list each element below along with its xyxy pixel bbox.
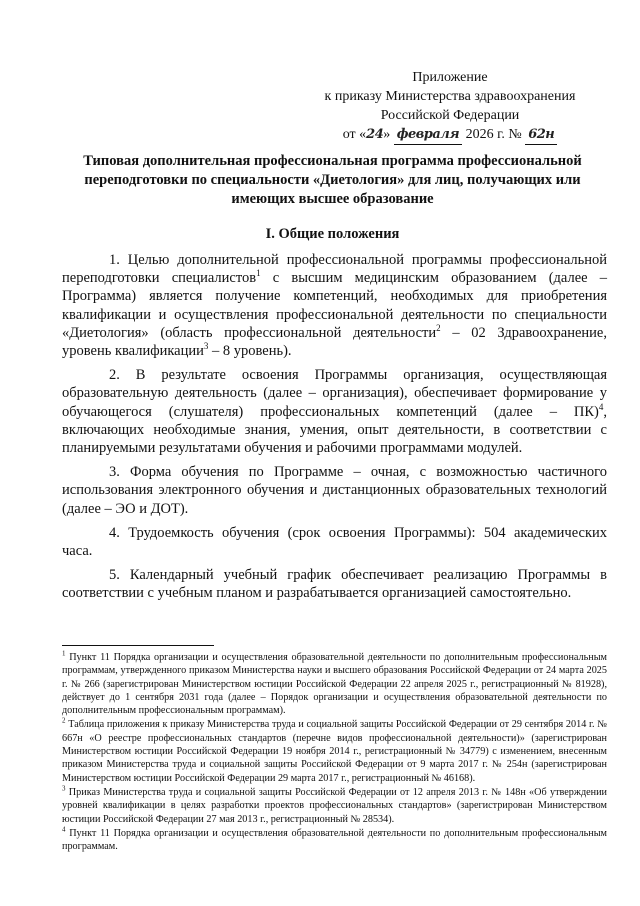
- order-number-handwritten: 62н: [525, 125, 557, 145]
- footnote-1-text: Пункт 11 Порядка организации и осуществления образовательной деятельности по дополнительным профессиональным программам, утвержденного приказом Министерства науки и высшего образования Российской Федерации от 24 марта 2025 г. № 266 (зарегистрирован Министерством юстиции Российской Федерации 22 апреля 2025 г., регистрационный № 81928), действует до 1 сентября 2031 года (далее – Порядок организации и осуществления образовательной деятельности по дополнительным профессиональным программам).: [62, 652, 607, 717]
- footnote-mark-4: 4: [62, 825, 66, 834]
- paragraph-2-text-a: 2. В результате освоения Программы организация, осуществляющая образовательную деятельность (далее – организация), обеспечивает формирование у обучающегося (слушателя) профессиональных компетенций (далее – ПК): [62, 367, 607, 420]
- section-heading: I. Общие положения: [265, 226, 400, 242]
- order-reference: к приказу Министерства здравоохранения: [324, 89, 576, 104]
- footnote-mark-2: 2: [62, 717, 66, 726]
- date-month-handwritten: февраля: [394, 125, 462, 145]
- date-prefix: от «: [342, 127, 367, 142]
- date-year: 2026 г. №: [462, 127, 526, 142]
- footnote-mark-1: 1: [62, 649, 66, 658]
- footnote-2: [62, 718, 607, 784]
- paragraph-1: [62, 251, 607, 360]
- footnotes: [62, 651, 607, 854]
- footnote-4-text: Пункт 11 Порядка организации и осуществления образовательной деятельности по дополнительным профессиональным программам.: [62, 827, 607, 853]
- date-day-handwritten: 24: [366, 127, 384, 142]
- appendix-label: Приложение: [412, 70, 488, 85]
- footnote-ref-1: 1: [256, 268, 261, 279]
- paragraph-1-text-c: – 02 Здравоохранение, уровень квалификации: [62, 324, 607, 360]
- document-body: [62, 251, 607, 609]
- footnote-ref-4: 4: [598, 401, 604, 412]
- paragraph-4: 4. Трудоемкость обучения (срок освоения Программы): 504 академических часа.: [62, 524, 607, 560]
- footnote-separator: [62, 645, 214, 646]
- ministry-country: Российской Федерации: [380, 108, 520, 123]
- paragraph-3: 3. Форма обучения по Программе – очная, с возможностью частичного использования электронного обучения и дистанционных образовательных технологий (далее – ЭО и ДОТ).: [62, 464, 607, 517]
- paragraph-1-text-d: – 8 уровень).: [208, 343, 292, 360]
- footnote-ref-3: 3: [203, 341, 209, 352]
- footnote-2-text: Таблица приложения к приказу Министерства труда и социальной защиты Российской Федерации от 29 сентября 2014 г. № 667н «О реестре профессиональных стандартов (перечне видов профессиональной деятельности)» (зарегистрирован Министерством юстиции Российской Федерации 19 ноября 2014 г., регистрационный № 34779) с изменением, внесенным приказом Министерства труда и социальной защиты Российской Федерации от 9 марта 2017 г. № 254н (зарегистрирован Министерством юстиции Российской Федерации 29 марта 2017 г., регистрационный № 46168).: [62, 719, 608, 784]
- footnote-1: [62, 651, 607, 717]
- footnote-3: [62, 786, 607, 826]
- footnote-4: [62, 827, 607, 854]
- paragraph-5: 5. Календарный учебный график обеспечивает реализацию Программы в соответствии с учебным планом и разрабатывается организацией самостоятельно.: [62, 567, 607, 602]
- footnote-3-text: Приказ Министерства труда и социальной защиты Российской Федерации от 12 апреля 2013 г. № 148н «Об утверждении уровней квалификации в целях разработки проектов профессиональных стандартов» (зарегистрирован Министерством юстиции Российской Федерации 27 мая 2013 г., регистрационный № 28534).: [62, 786, 608, 825]
- document-title: Типовая дополнительная профессиональная программа профессиональной переподготовки по специальности «Диетология» для лиц, получающих или имеющих высшее образование: [83, 153, 582, 207]
- order-date-line: [300, 125, 600, 145]
- footnote-mark-3: 3: [62, 784, 66, 793]
- approval-block: [300, 68, 600, 145]
- paragraph-2: [62, 366, 607, 457]
- paragraph-2-text-b: , включающих необходимые знания, умения, опыт деятельности, в соответствии с планируемыми результатами обучения и рабочими программами модулей.: [62, 403, 607, 457]
- footnote-ref-2: 2: [436, 322, 441, 333]
- paragraph-1-text-b: с высшим медицинским образованием (далее – Программа) является получение компетенций, необходимых для приобретения квалификации и осуществления профессиональной деятельности по специальности «Диетология» (область профессиональной деятельности: [62, 270, 607, 341]
- paragraph-1-text-a: 1. Целью дополнительной профессиональной программы профессиональной переподготовки специалистов: [62, 252, 607, 287]
- date-mid: »: [383, 127, 394, 142]
